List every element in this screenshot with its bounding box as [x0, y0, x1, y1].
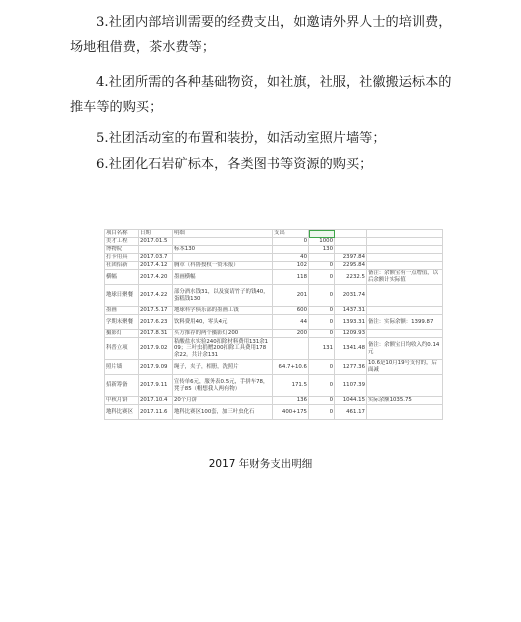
- table-cell: 1209.93: [335, 330, 367, 338]
- table-row: [105, 254, 443, 262]
- table-cell: 地科比赛区: [105, 405, 139, 420]
- table-cell: 墨画: [105, 307, 139, 315]
- table-cell: 地科比赛区100套，加三叶虫化石: [173, 405, 273, 420]
- table-row: [105, 360, 443, 375]
- table-cell: 2017.4.22: [139, 285, 173, 307]
- table-row: [105, 397, 443, 405]
- table-cell: 备注：实际余额：1399.87: [367, 315, 443, 330]
- table-cell: [367, 254, 443, 262]
- table-cell: 1341.48: [335, 338, 367, 360]
- table-cell: 2017.10.4: [139, 397, 173, 405]
- header-cell: [367, 230, 443, 238]
- table-cell: 2017.4.12: [139, 262, 173, 270]
- table-cell: 0: [309, 262, 335, 270]
- table-cell: [367, 238, 443, 246]
- table-cell: 宣传单6元，服务表0.5元，手拼车78，凳子85（帽想我人两有物）: [173, 375, 273, 397]
- table-cell: 招新筹备: [105, 375, 139, 397]
- table-cell: 绳子，夹子，相册，洗照片: [173, 360, 273, 375]
- table-cell: 地球日聚餐: [105, 285, 139, 307]
- table-cell: 买方推荐的两个摄影灯200: [173, 330, 273, 338]
- table-cell: [173, 238, 273, 246]
- table-cell: [367, 330, 443, 338]
- table-cell: 饮料费用40，零头4元: [173, 315, 273, 330]
- table-row: [105, 315, 443, 330]
- table-cell: 2017.01.5: [139, 238, 173, 246]
- table-cell: 0: [309, 375, 335, 397]
- table-cell: 胸章（科协授权一赞未报）: [173, 262, 273, 270]
- table-cell: 136: [273, 397, 309, 405]
- table-cell: 40: [273, 254, 309, 262]
- table-cell: 2017.9.09: [139, 360, 173, 375]
- table-cell: [367, 405, 443, 420]
- table-cell: 64.7+10.6: [273, 360, 309, 375]
- table-cell: 备注：余额宝日均收入约0.14元: [367, 338, 443, 360]
- header-cell: 项目名称: [105, 230, 139, 238]
- table-cell: 1393.31: [335, 315, 367, 330]
- expense-spreadsheet: [104, 229, 443, 420]
- table-cell: [367, 285, 443, 307]
- table-cell: 摄影灯: [105, 330, 139, 338]
- table-cell: 1044.15: [335, 397, 367, 405]
- table-row: [105, 307, 443, 315]
- table-cell: [367, 307, 443, 315]
- table-header-row: [105, 230, 443, 238]
- header-cell: 日期: [139, 230, 173, 238]
- table-cell: 2017.5.17: [139, 307, 173, 315]
- table-cell: 0: [309, 270, 335, 285]
- table-cell: 200: [273, 330, 309, 338]
- table-cell: 171.5: [273, 375, 309, 397]
- table-row: [105, 246, 443, 254]
- table-cell: 118: [273, 270, 309, 285]
- table-cell: 1437.31: [335, 307, 367, 315]
- table-cell: 秸酸盐水实验240扣除材料费用131余109；三叶虫捐赠200扣除工具费用178余22。共计余131: [173, 338, 273, 360]
- table-cell: [139, 246, 173, 254]
- header-cell: 明细: [173, 230, 273, 238]
- table-cell: 横幅: [105, 270, 139, 285]
- paragraph-item-4: 4.社团所需的各种基础物资，如社旗，社服，社徽搬运标本的推车等的购买；: [70, 75, 452, 115]
- header-cell: [335, 230, 367, 238]
- table-cell: 2232.5: [335, 270, 367, 285]
- table-cell: 1277.36: [335, 360, 367, 375]
- table-cell: 0: [309, 285, 335, 307]
- table-cell: 102: [273, 262, 309, 270]
- table-cell: [335, 238, 367, 246]
- table-row: [105, 270, 443, 285]
- header-cell: 支出: [273, 230, 309, 238]
- table-cell: 学期末聚餐: [105, 315, 139, 330]
- table-cell: [367, 375, 443, 397]
- table-cell: 地球科学俱乐部的墨画工钱: [173, 307, 273, 315]
- table-row: [105, 238, 443, 246]
- table-cell: 打卡用具: [105, 254, 139, 262]
- table-cell: 博物院: [105, 246, 139, 254]
- table-row: [105, 405, 443, 420]
- table-row: [105, 285, 443, 307]
- table-cell: 201: [273, 285, 309, 307]
- table-cell: 0: [309, 397, 335, 405]
- table-cell: 2017.4.20: [139, 270, 173, 285]
- table-cell: [273, 246, 309, 254]
- table-cell: 2017.11.6: [139, 405, 173, 420]
- table-cell: 0: [309, 330, 335, 338]
- table-cell: 照片墙: [105, 360, 139, 375]
- table-cell: 社团招新: [105, 262, 139, 270]
- table-cell: [309, 254, 335, 262]
- table-cell: 2031.74: [335, 285, 367, 307]
- table-cell: 44: [273, 315, 309, 330]
- table-cell: 1107.39: [335, 375, 367, 397]
- table-cell: 1000: [309, 238, 335, 246]
- table-cell: 0: [273, 238, 309, 246]
- table-cell: 0: [309, 360, 335, 375]
- table-cell: 461.17: [335, 405, 367, 420]
- table-cell: 科普立项: [105, 338, 139, 360]
- table-cell: 备注：余额宝有一点增值，以后余额计实际值: [367, 270, 443, 285]
- table-cell: 10.6是10月19号支付的，后面减: [367, 360, 443, 375]
- table-cell: 0: [309, 315, 335, 330]
- table-caption: 2017 年财务支出明细: [208, 458, 313, 470]
- table-row: [105, 338, 443, 360]
- table-cell: 2017.9.11: [139, 375, 173, 397]
- table-cell: [367, 246, 443, 254]
- table-cell: 2017.9.02: [139, 338, 173, 360]
- table-row: [105, 375, 443, 397]
- table-cell: 0: [309, 405, 335, 420]
- paragraph-item-3: 3.社团内部培训需要的经费支出，如邀请外界人士的培训费，场地租借费，茶水费等；: [70, 15, 452, 55]
- table-cell: 2397.84: [335, 254, 367, 262]
- table-cell: [273, 338, 309, 360]
- table-row: [105, 262, 443, 270]
- table-cell: 20个月饼: [173, 397, 273, 405]
- table-cell: 实际余额1035.75: [367, 397, 443, 405]
- table-cell: [173, 254, 273, 262]
- table-cell: [367, 262, 443, 270]
- table-cell: [335, 246, 367, 254]
- table-cell: 2017.8.31: [139, 330, 173, 338]
- table-cell: 部分酒水钱31，以及宴请竹子的钱40，蛋糕钱130: [173, 285, 273, 307]
- table-cell: 2017.03.7: [139, 254, 173, 262]
- table-cell: 标本130: [173, 246, 273, 254]
- table-cell: 600: [273, 307, 309, 315]
- table-cell: 墨画横幅: [173, 270, 273, 285]
- table-row: [105, 330, 443, 338]
- header-cell-selected[interactable]: [309, 230, 335, 238]
- table-cell: 2295.84: [335, 262, 367, 270]
- table-cell: 0: [309, 307, 335, 315]
- paragraph-item-5: 5.社团活动室的布置和装扮，如活动室照片墙等；: [96, 131, 386, 146]
- table-cell: 2017.6.23: [139, 315, 173, 330]
- paragraph-item-6: 6.社团化石岩矿标本，各类图书等资源的购买；: [96, 157, 373, 172]
- table-cell: 中秋月饼: [105, 397, 139, 405]
- table-cell: 美才工程: [105, 238, 139, 246]
- table-cell: 400+175: [273, 405, 309, 420]
- table-cell: 130: [309, 246, 335, 254]
- table-cell: 131: [309, 338, 335, 360]
